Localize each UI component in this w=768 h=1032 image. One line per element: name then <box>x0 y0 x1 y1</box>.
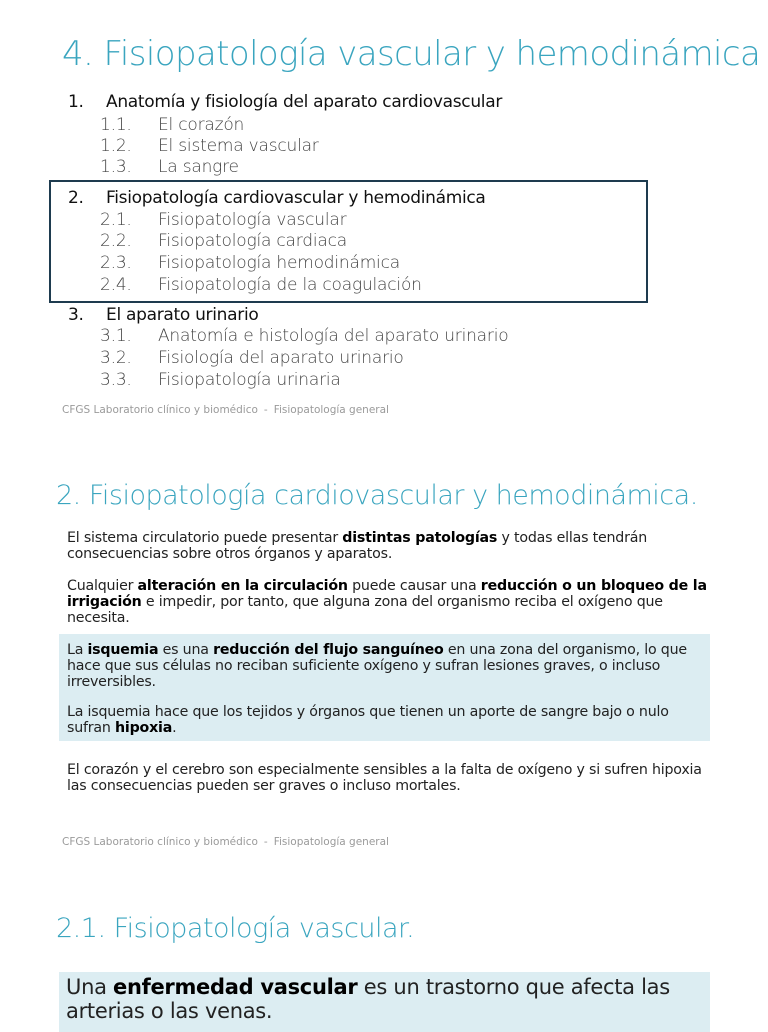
section-1: 1. Anatomía y fisiología del aparato cardiovascular <box>68 92 503 112</box>
subsection-1-1: 1.1. El corazón <box>100 115 245 135</box>
subsection-2-4: 2.4. Fisiopatología de la coagulación <box>100 275 422 295</box>
section-2: 2. Fisiopatología cardiovascular y hemodinámica <box>68 188 486 208</box>
slide-footer: CFGS Laboratorio clínico y biomédico - Fisiopatología general <box>62 836 389 848</box>
subsection-1-3: 1.3. La sangre <box>100 157 239 177</box>
slide-vascular <box>0 905 768 1024</box>
paragraph-1: El sistema circulatorio puede presentar distintas patologías y todas ellas tendrán consecuencias sobre otros órganos y aparatos. <box>67 530 648 562</box>
paragraph-2: Cualquier alteración en la circulación puede causar una reducción o un bloqueo de la irrigación e impedir, por tanto, que alguna zona del organismo reciba el oxígeno que necesita. <box>67 578 707 626</box>
paragraph-corazon: El corazón y el cerebro son especialmente sensibles a la falta de oxígeno y si sufren hipoxia las consecuencias pueden ser graves o incluso mortales. <box>67 762 702 794</box>
subsection-1-2: 1.2. El sistema vascular <box>100 136 319 156</box>
slide-index <box>0 0 768 440</box>
paragraph-hipoxia: La isquemia hace que los tejidos y órganos que tienen un aporte de sangre bajo o nulo sufran hipoxia. <box>67 704 669 736</box>
subsection-3-2: 3.2. Fisiología del aparato urinario <box>100 348 404 368</box>
subsection-2-1: 2.1. Fisiopatología vascular <box>100 210 347 230</box>
subsection-2-3: 2.3. Fisiopatología hemodinámica <box>100 253 400 273</box>
slide-cardiovascular <box>0 470 768 870</box>
subsection-3-1: 3.1. Anatomía e histología del aparato urinario <box>100 326 509 346</box>
slide-title: 2. Fisiopatología cardiovascular y hemodinámica. <box>56 480 698 511</box>
slide-footer: CFGS Laboratorio clínico y biomédico - Fisiopatología general <box>62 404 389 416</box>
paragraph-isquemia: La isquemia es una reducción del flujo sanguíneo en una zona del organismo, lo que hace que sus células no reciban suficiente oxígeno y sufran lesiones graves, o incluso irreversibles. <box>67 642 687 690</box>
slide-title: 4. Fisiopatología vascular y hemodinámica <box>62 34 761 74</box>
paragraph-enfermedad: Una enfermedad vascular es un trastorno que afecta las arterias o las venas. <box>66 975 670 1023</box>
subsection-3-3: 3.3. Fisiopatología urinaria <box>100 370 341 390</box>
section-3: 3. El aparato urinario <box>68 305 259 325</box>
subsection-2-2: 2.2. Fisiopatología cardiaca <box>100 231 347 251</box>
slide-title: 2.1. Fisiopatología vascular. <box>56 913 415 944</box>
